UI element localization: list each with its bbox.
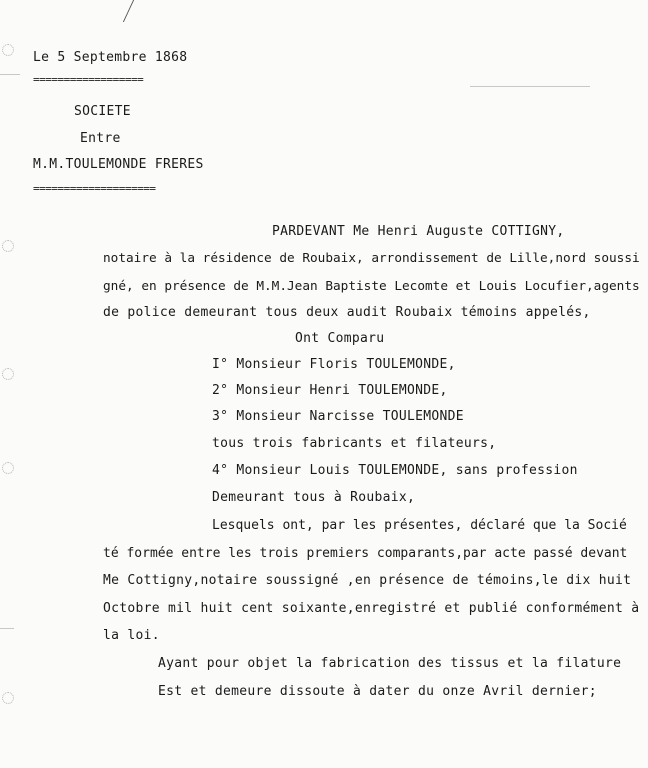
compared-heading: Ont Comparu <box>295 331 385 346</box>
intro-line: notaire à la résidence de Roubaix, arrondissement de Lille,nord soussi <box>103 251 640 266</box>
party-item: Demeurant tous à Roubaix, <box>212 490 416 505</box>
party-item: I° Monsieur Floris TOULEMONDE, <box>212 357 456 372</box>
declaration-line: Lesquels ont, par les présentes, déclaré que la Socié <box>212 518 627 533</box>
document-date: Le 5 Septembre 1868 <box>33 50 188 65</box>
party-item: 4° Monsieur Louis TOULEMONDE, sans profession <box>212 463 578 478</box>
object-line: Ayant pour objet la fabrication des tissus et la filature <box>158 656 622 671</box>
document-title: SOCIETE <box>74 104 131 119</box>
binder-hole-mark <box>2 692 14 704</box>
binder-hole-mark <box>2 44 14 56</box>
declaration-line: té formée entre les trois premiers comparants,par acte passé devant <box>103 546 628 561</box>
scan-noise <box>470 86 590 87</box>
parties-heading: M.M.TOULEMONDE FRERES <box>33 157 204 172</box>
declaration-line: Octobre mil huit cent soixante,enregistré et publié conformément à <box>103 601 640 616</box>
object-line: Est et demeure dissoute à dater du onze Avril dernier; <box>158 684 597 699</box>
binder-hole-mark <box>2 240 14 252</box>
separator-rule-bottom: ==================== <box>33 182 156 195</box>
party-item: 3° Monsieur Narcisse TOULEMONDE <box>212 409 464 424</box>
scan-noise <box>0 628 14 629</box>
declaration-line: la loi. <box>103 628 160 643</box>
intro-line: gné, en présence de M.M.Jean Baptiste Lecomte et Louis Locufier,agents <box>103 279 640 294</box>
declaration-line: Me Cottigny,notaire soussigné ,en présence de témoins,le dix huit <box>103 573 632 588</box>
intro-line: de police demeurant tous deux audit Roubaix témoins appelés, <box>103 305 591 320</box>
binder-hole-mark <box>2 368 14 380</box>
between-label: Entre <box>80 131 121 146</box>
party-item: tous trois fabricants et filateurs, <box>212 436 497 451</box>
separator-rule-top: ================== <box>33 73 144 86</box>
intro-line: PARDEVANT Me Henri Auguste COTTIGNY, <box>272 224 565 239</box>
binder-hole-mark <box>2 462 14 474</box>
scan-noise <box>0 74 20 75</box>
pen-mark <box>123 0 164 22</box>
party-item: 2° Monsieur Henri TOULEMONDE, <box>212 383 448 398</box>
